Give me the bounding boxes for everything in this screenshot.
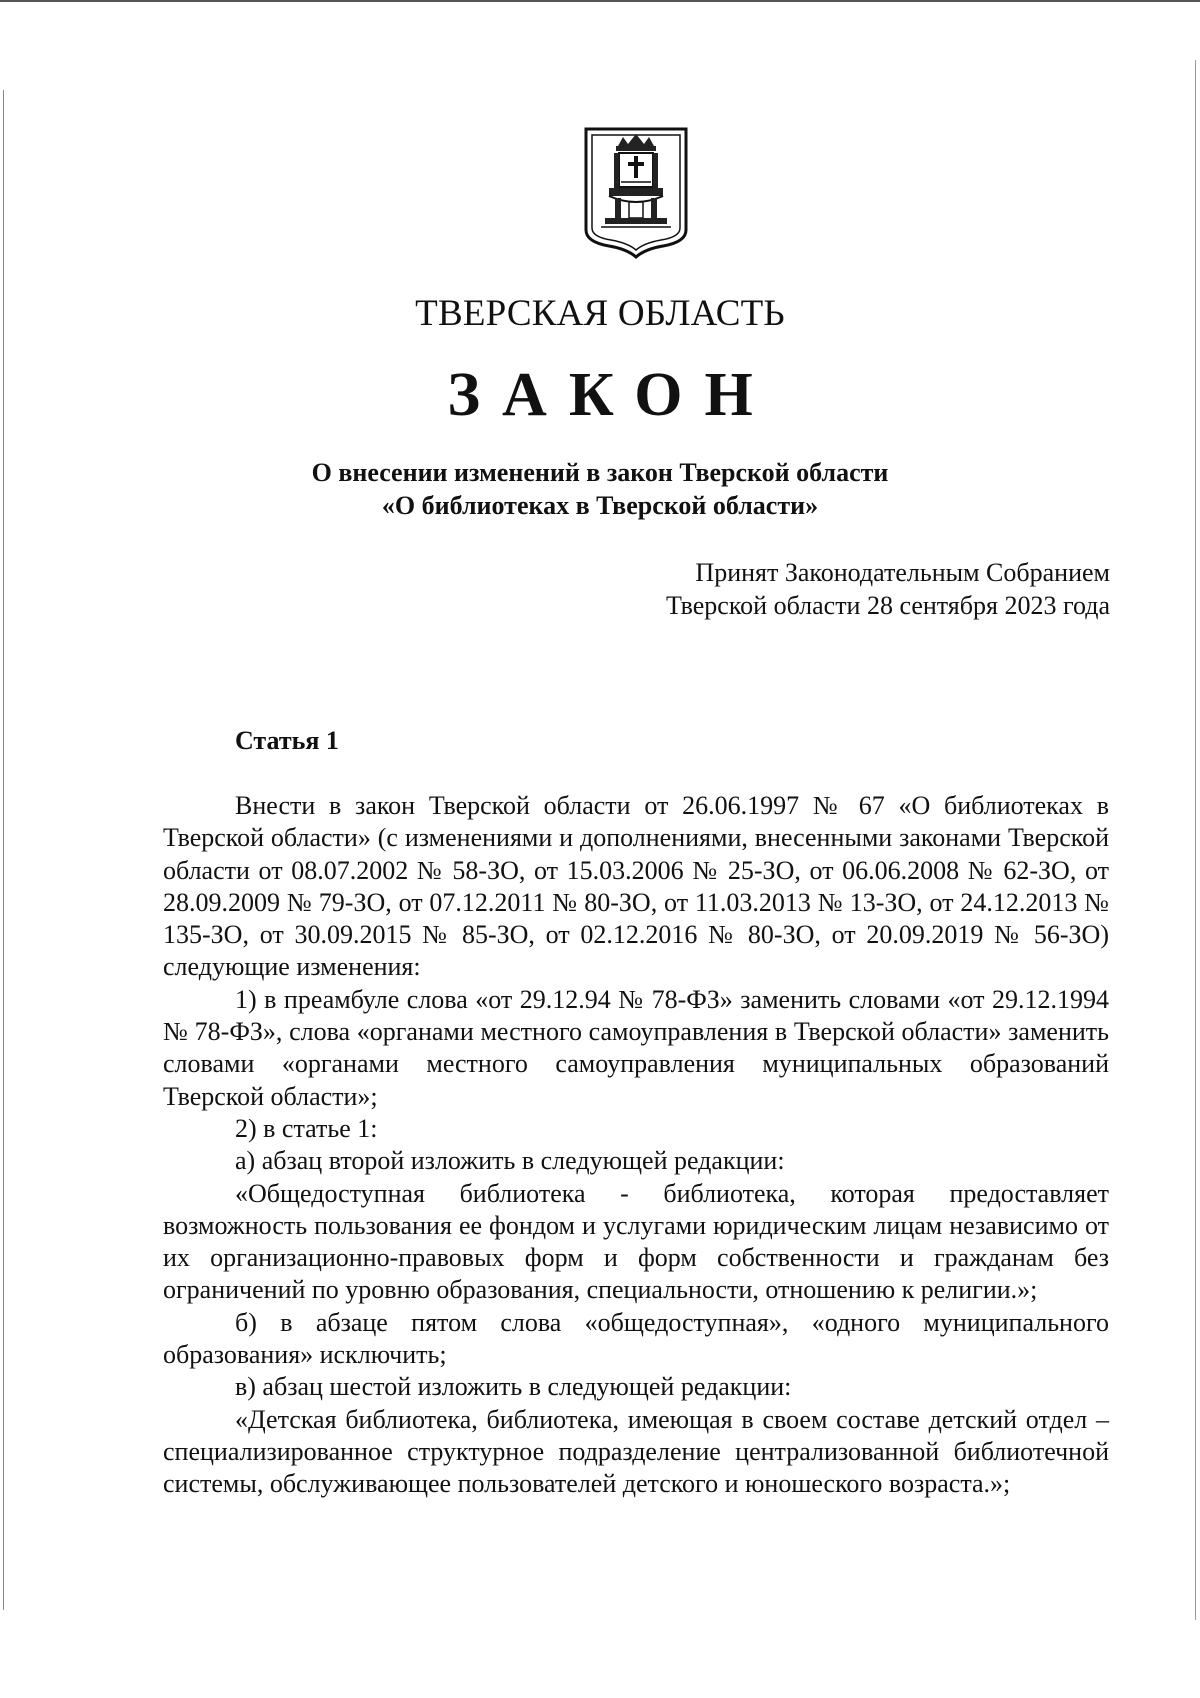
article-paragraph: Внести в закон Тверской области от 26.06.1997 № 67 «О библиотеках в Тверской области» (с изменениями и дополнениями, внесенными законами Тверской области от 08.07.2002 № 58-ЗО, от 15.03.2006 № 25-ЗО, от 06.06.2008 № 62-ЗО, от 28.09.2009 № 79-ЗО, от 07.12.2011 № 80-ЗО, от 11.03.2013 № 13-ЗО, от 24.12.2013 № 135-ЗО, от 30.09.2015 № 85-ЗО, от 02.12.2016 № 80-ЗО, от 20.09.2019 № 56-ЗО) следующие изменения: [163,791,1109,982]
article-paragraph: «Общедоступная библиотека - библиотека, которая предоставляет возможность пользования ее фондом и услугами юридическим лицам независимо от их организационно-правовых форм и форм собственности и гражданам без ограничений по уровню образования, специальности, отношению к религии.»; [163,1178,1109,1305]
article-body [163,790,1109,1501]
document-title [0,456,1200,522]
tver-coat-of-arms-icon [583,126,689,260]
adoption-note [666,556,1110,622]
article-heading: Статья 1 [235,726,339,755]
adoption-note-line-1: Принят Законодательным Собранием [695,558,1110,587]
article-paragraph: 1) в преамбуле слова «от 29.12.94 № 78-ФЗ» заменить словами «от 29.12.1994 № 78-ФЗ», слова «органами местного самоуправления в Тверской области» заменить словами «органами местного самоуправления муниципальных образований Тверской области»; [163,984,1109,1111]
document-type: ЗАКОН [447,361,775,429]
scan-edge-top [0,0,1200,2]
document-title-line-2: «О библиотеках в Тверской области» [381,491,819,520]
adoption-note-line-2: Тверской области 28 сентября 2023 года [666,591,1110,620]
article-paragraph: а) абзац второй изложить в следующей редакции: [235,1146,785,1176]
document-title-line-1: О внесении изменений в закон Тверской области [311,458,889,487]
article-paragraph: в) абзац шестой изложить в следующей редакции: [235,1372,792,1402]
article-paragraph: б) в абзаце пятом слова «общедоступная», «одного муниципального образования» исключить; [163,1307,1109,1370]
region-name: ТВЕРСКАЯ ОБЛАСТЬ [415,293,785,334]
article-paragraph: 2) в статье 1: [235,1113,378,1143]
article-paragraph: «Детская библиотека, библиотека, имеющая в своем составе детский отдел – специализированное структурное подразделение централизованной библиотечной системы, обслуживающее пользователей детского и юношеского возраста.»; [163,1404,1109,1499]
